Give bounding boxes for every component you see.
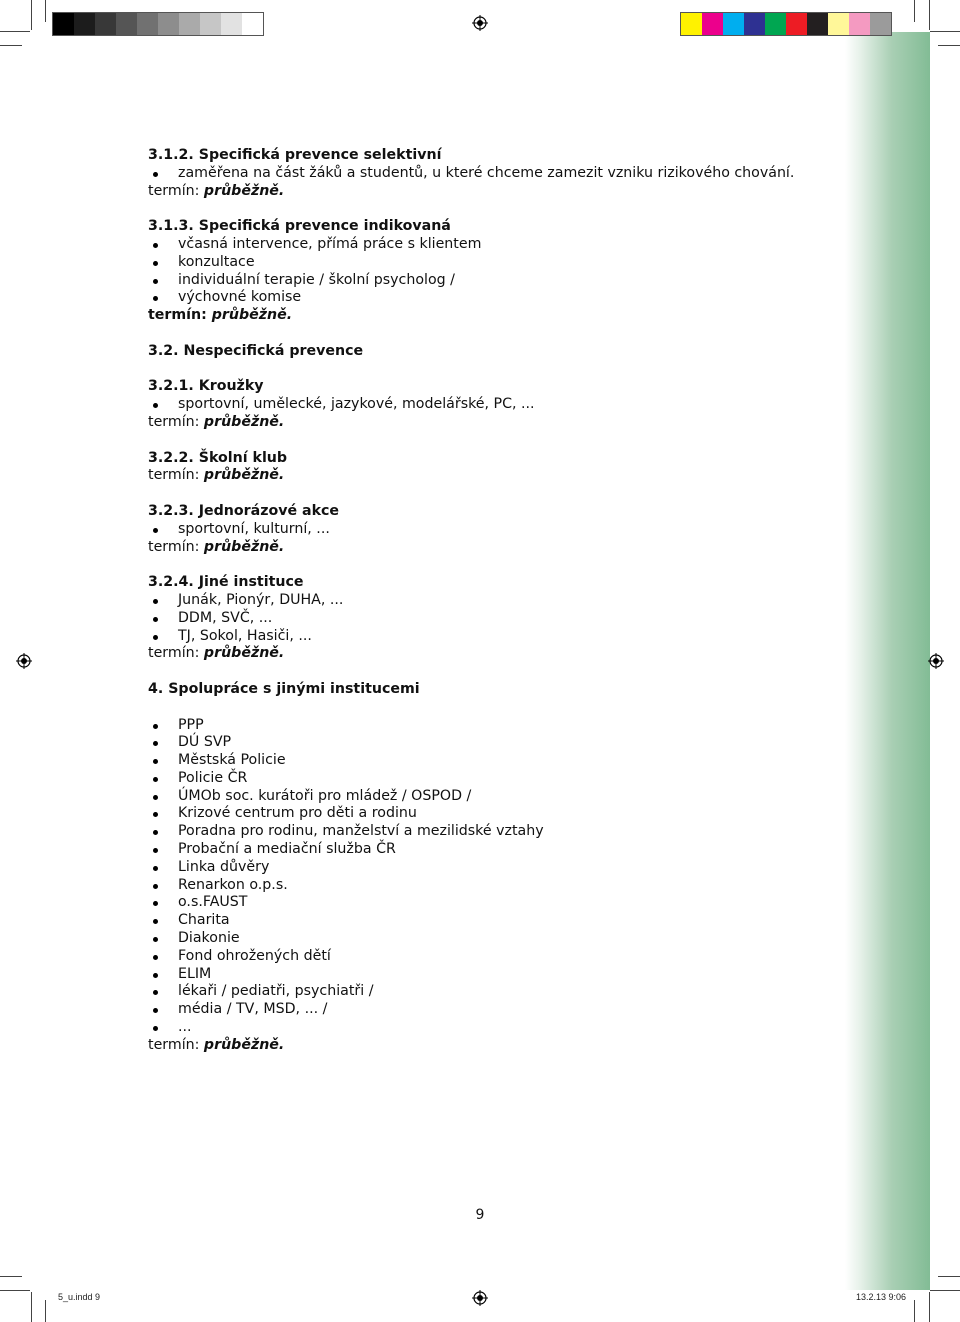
grayscale-calibration-bar <box>52 12 264 36</box>
crop-mark <box>0 1290 30 1291</box>
crop-mark <box>938 45 960 46</box>
term-label: termín: <box>148 467 204 484</box>
term-label: termín: <box>148 645 204 662</box>
section-heading: 3.2.1. Kroužky <box>148 378 264 395</box>
section-heading: 4. Spolupráce s jinými institucemi <box>148 680 420 697</box>
slug-filename: 5_u.indd 9 <box>58 1292 101 1302</box>
crop-mark <box>31 1292 32 1322</box>
term-line <box>148 645 808 663</box>
term-value: průběžně. <box>203 538 285 555</box>
list-item: DÚ SVP <box>148 734 808 752</box>
color-swatch <box>681 13 702 35</box>
term-value: průběžně. <box>203 182 285 199</box>
list-item: Městská Policie <box>148 752 808 770</box>
list-item: PPP <box>148 717 808 735</box>
gray-swatch <box>221 13 242 35</box>
list-item: konzultace <box>148 254 808 272</box>
color-swatch <box>786 13 807 35</box>
crop-mark <box>0 1276 22 1277</box>
registration-mark-icon <box>16 653 32 669</box>
color-swatch <box>744 13 765 35</box>
term-line <box>148 539 808 557</box>
list-item: lékaři / pediatři, psychiatři / <box>148 983 808 1001</box>
list-item: ... <box>148 1019 808 1037</box>
term-label: termín: <box>148 182 204 199</box>
term-value: průběžně. <box>203 1036 285 1053</box>
page-number: 9 <box>475 1207 485 1223</box>
list-item: o.s.FAUST <box>148 894 808 912</box>
list-item: ELIM <box>148 966 808 984</box>
color-swatch <box>702 13 723 35</box>
registration-mark-icon <box>928 653 944 669</box>
gray-swatch <box>242 13 263 35</box>
list-item: sportovní, umělecké, jazykové, modelářské, PC, ... <box>148 396 808 414</box>
crop-mark <box>31 0 32 30</box>
list-item: TJ, Sokol, Hasiči, ... <box>148 628 808 646</box>
gray-swatch <box>137 13 158 35</box>
crop-mark <box>914 1300 915 1322</box>
list-item: Probační a mediační služba ČR <box>148 841 808 859</box>
gray-swatch <box>95 13 116 35</box>
section-heading: 3.2.3. Jednorázové akce <box>148 502 340 519</box>
gray-swatch <box>74 13 95 35</box>
list-item: DDM, SVČ, ... <box>148 610 808 628</box>
term-label: termín: <box>148 413 204 430</box>
list-item: Charita <box>148 912 808 930</box>
list-item: média / TV, MSD, ... / <box>148 1001 808 1019</box>
term-line <box>148 1037 808 1055</box>
list-item: Linka důvěry <box>148 859 808 877</box>
color-swatch <box>870 13 891 35</box>
section-heading: 3.1.2. Specifická prevence selektivní <box>148 147 442 163</box>
crop-mark <box>45 0 46 22</box>
color-swatch <box>807 13 828 35</box>
crop-mark <box>938 1276 960 1277</box>
registration-mark-icon <box>472 1290 488 1306</box>
list-item: včasná intervence, přímá práce s klientem <box>148 236 808 254</box>
term-line <box>148 307 808 325</box>
section-heading: 3.1.3. Specifická prevence indikovaná <box>148 218 451 235</box>
document-body <box>148 147 808 1055</box>
color-swatch <box>828 13 849 35</box>
term-value: průběžně. <box>203 413 285 430</box>
color-swatch <box>849 13 870 35</box>
section-heading: 3.2. Nespecifická prevence <box>148 342 364 359</box>
crop-mark <box>45 1300 46 1322</box>
list-item: Policie ČR <box>148 770 808 788</box>
gray-swatch <box>158 13 179 35</box>
list-item: Renarkon o.p.s. <box>148 877 808 895</box>
term-value: průběžně. <box>203 645 285 662</box>
crop-mark <box>0 31 30 32</box>
crop-mark <box>930 31 960 32</box>
term-line <box>148 183 808 201</box>
list-item: Poradna pro rodinu, manželství a mezilidské vztahy <box>148 823 808 841</box>
term-value: průběžně. <box>203 467 285 484</box>
list-item: ÚMOb soc. kurátoři pro mládež / OSPOD / <box>148 788 808 806</box>
list-item: Junák, Pionýr, DUHA, ... <box>148 592 808 610</box>
list-item: Krizové centrum pro děti a rodinu <box>148 805 808 823</box>
crop-mark <box>0 45 22 46</box>
section-heading: 3.2.4. Jiné instituce <box>148 574 304 591</box>
slug-timestamp: 13.2.13 9:06 <box>856 1292 907 1302</box>
term-label: termín: <box>148 538 204 555</box>
gray-swatch <box>53 13 74 35</box>
list-item: Diakonie <box>148 930 808 948</box>
gray-swatch <box>116 13 137 35</box>
list-item: výchovné komise <box>148 289 808 307</box>
list-item: individuální terapie / školní psycholog / <box>148 272 808 290</box>
term-label: termín: <box>148 307 212 324</box>
crop-mark <box>929 1292 930 1322</box>
crop-mark <box>929 0 930 30</box>
decorative-green-band <box>845 32 930 1290</box>
institutions-list <box>148 717 808 1037</box>
registration-mark-icon <box>472 15 488 31</box>
color-calibration-bar <box>680 12 892 36</box>
gray-swatch <box>200 13 221 35</box>
gray-swatch <box>179 13 200 35</box>
crop-mark <box>930 1290 960 1291</box>
term-label: termín: <box>148 1036 204 1053</box>
term-line <box>148 467 808 485</box>
term-value: průběžně. <box>211 307 293 324</box>
crop-mark <box>914 0 915 22</box>
section-heading: 3.2.2. Školní klub <box>148 449 288 466</box>
term-line <box>148 414 808 432</box>
list-item: zaměřena na část žáků a studentů, u které chceme zamezit vzniku rizikového chování. <box>148 165 808 183</box>
list-item: sportovní, kulturní, ... <box>148 521 808 539</box>
color-swatch <box>765 13 786 35</box>
color-swatch <box>723 13 744 35</box>
list-item: Fond ohrožených dětí <box>148 948 808 966</box>
